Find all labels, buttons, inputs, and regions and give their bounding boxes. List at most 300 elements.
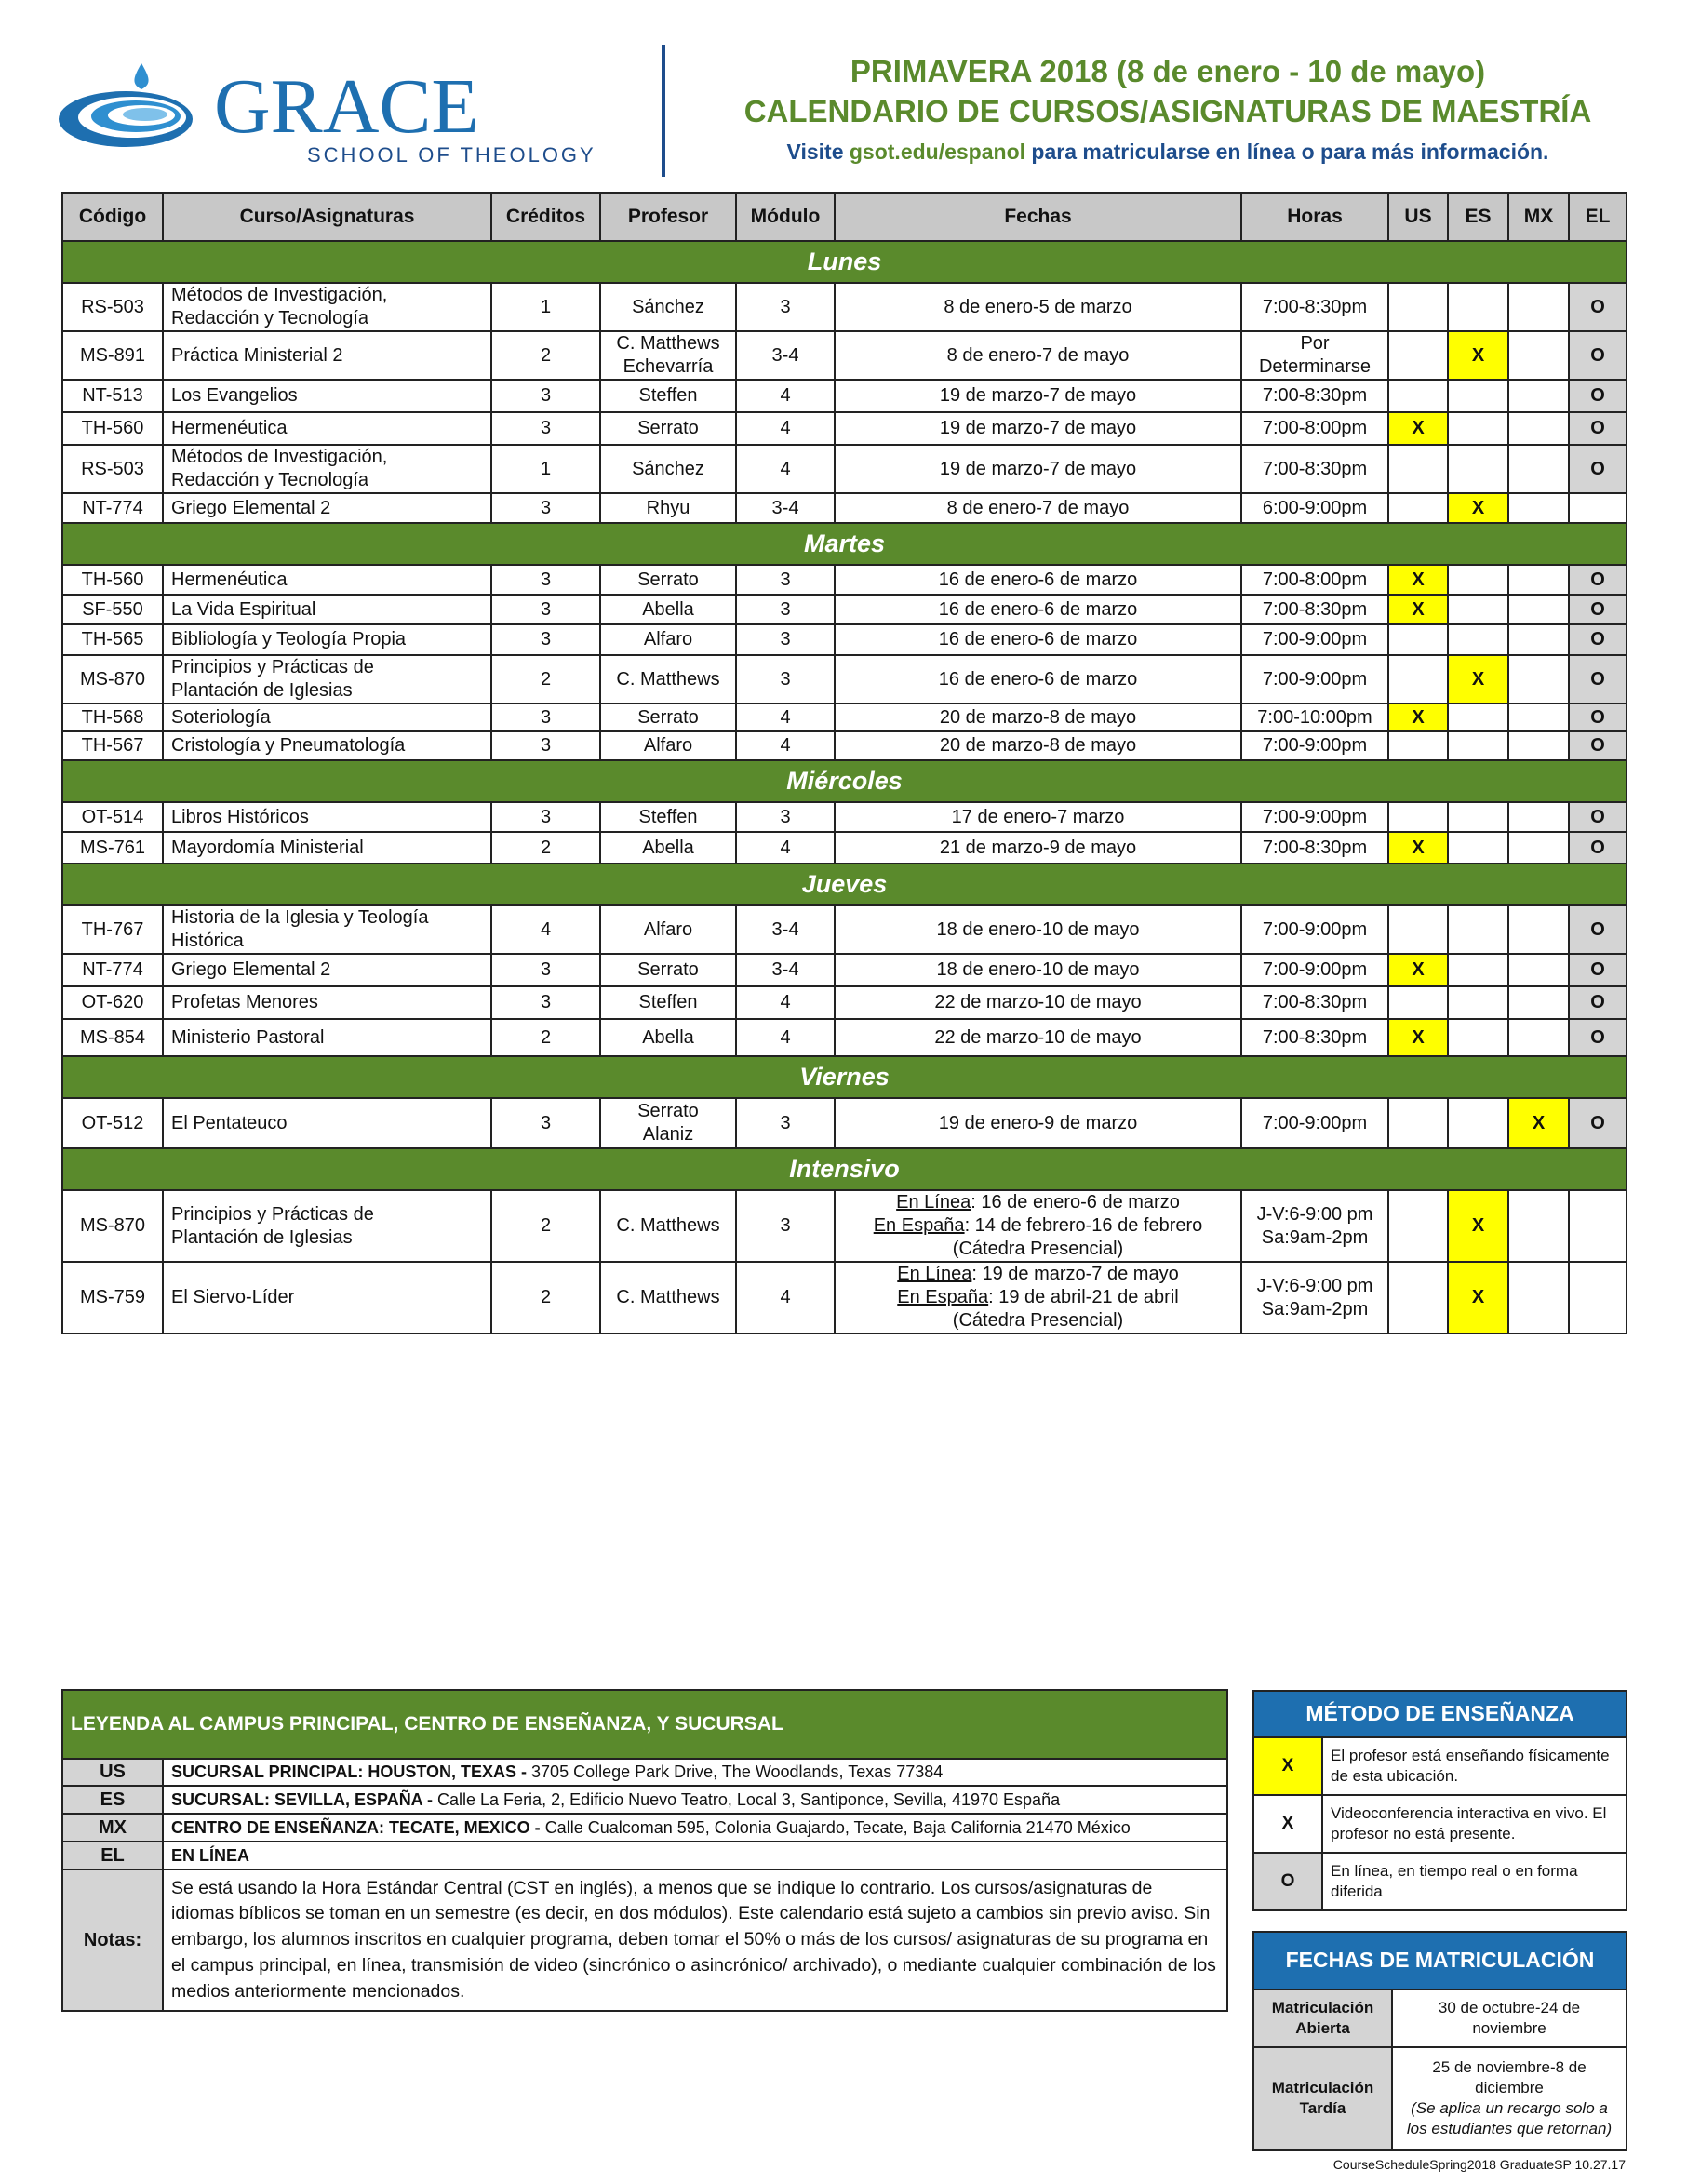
course-module: 3-4: [736, 905, 835, 954]
table-row: [62, 1190, 1627, 1262]
col-header: Créditos: [491, 193, 600, 241]
table-row: [62, 445, 1627, 493]
course-code: MS-870: [62, 1190, 163, 1262]
course-credits: 3: [491, 731, 600, 760]
course-credits: 3: [491, 986, 600, 1019]
course-credits: 4: [491, 905, 600, 954]
logo-word: GRACE: [214, 63, 479, 150]
course-credits: 3: [491, 565, 600, 595]
table-row: [62, 655, 1627, 703]
campus-el-mark: O: [1569, 802, 1627, 832]
course-credits: 3: [491, 703, 600, 731]
table-row: [62, 986, 1627, 1019]
course-code: OT-512: [62, 1098, 163, 1148]
course-name: Principios y Prácticas de Plantación de Iglesias: [163, 655, 491, 703]
course-credits: 2: [491, 331, 600, 380]
course-professor: C. Matthews Echevarría: [600, 331, 736, 380]
campus-us-mark: X: [1388, 565, 1448, 595]
course-name: El Siervo-Líder: [163, 1262, 491, 1333]
course-professor: Serrato: [600, 703, 736, 731]
campus-el-mark: O: [1569, 412, 1627, 445]
campus-mx-mark: [1508, 731, 1569, 760]
course-module: 4: [736, 731, 835, 760]
legend-code: US: [62, 1759, 163, 1786]
course-hours: J-V:6-9:00 pm Sa:9am-2pm: [1241, 1262, 1388, 1333]
course-module: 4: [736, 703, 835, 731]
course-professor: C. Matthews: [600, 1262, 736, 1333]
course-name: La Vida Espiritual: [163, 595, 491, 624]
footer-code: CourseScheduleSpring2018 GraduateSP 10.27.17: [1332, 2157, 1626, 2172]
campus-mx-mark: [1508, 832, 1569, 864]
page-header: [0, 0, 1687, 186]
campus-es-mark: [1448, 986, 1508, 1019]
legend-campus-name: CENTRO DE ENSEÑANZA: TECATE, MEXICO -: [171, 1817, 545, 1837]
course-name: Práctica Ministerial 2: [163, 331, 491, 380]
campus-es-mark: [1448, 954, 1508, 986]
course-module: 3: [736, 283, 835, 331]
col-header: ES: [1448, 193, 1508, 241]
day-label: Viernes: [62, 1056, 1627, 1098]
course-name: Hermenéutica: [163, 412, 491, 445]
campus-el-mark: [1569, 1262, 1627, 1333]
enroll-table: [1252, 1931, 1627, 2151]
table-row: [62, 1019, 1627, 1056]
legend-code: EL: [62, 1842, 163, 1869]
enroll-note: (Se aplica un recargo solo a los estudiantes que retornan): [1406, 2099, 1613, 2138]
course-module: 4: [736, 445, 835, 493]
notes-text: Se está usando la Hora Estándar Central (CST en inglés), a menos que se indique lo contrario. Los cursos/asignaturas de idiomas bíblicos se toman en un semestre (es decir, en dos módulos). Este calendario está sujeto a cambios sin previo aviso. Sin embargo, los alumnos inscritos en cualquier programa, deben tomar el 50% o más de los cursos/ asignaturas de su programa en el campus principal, en línea, transmisión de video (sincrónico o asincrónico/ archivado), o mediante cualquier combinación de los medios anteriormente mencionados.: [163, 1869, 1227, 2011]
campus-mx-mark: [1508, 331, 1569, 380]
course-dates: 8 de enero-5 de marzo: [835, 283, 1241, 331]
course-name: Los Evangelios: [163, 380, 491, 412]
course-dates: 16 de enero-6 de marzo: [835, 655, 1241, 703]
legend-address: 3705 College Park Drive, The Woodlands, Texas 77384: [531, 1762, 944, 1781]
dates-range: (Cátedra Presencial): [952, 1310, 1124, 1331]
method-symbol: X: [1253, 1795, 1322, 1853]
enroll-dates: 30 de octubre-24 de noviembre: [1438, 1998, 1581, 2037]
campus-el-mark: O: [1569, 655, 1627, 703]
campus-es-mark: X: [1448, 655, 1508, 703]
visit-link[interactable]: gsot.edu/espanol: [849, 140, 1026, 164]
campus-el-mark: [1569, 1190, 1627, 1262]
course-dates: [835, 1190, 1241, 1262]
col-header: Horas: [1241, 193, 1388, 241]
table-row: [62, 832, 1627, 864]
course-name: Cristología y Pneumatología: [163, 731, 491, 760]
campus-es-mark: [1448, 412, 1508, 445]
legend-address: Calle La Feria, 2, Edificio Nuevo Teatro, Local 3, Santiponce, Sevilla, 41970 España: [437, 1789, 1061, 1809]
course-name: Métodos de Investigación, Redacción y Tecnología: [163, 445, 491, 493]
col-header: Módulo: [736, 193, 835, 241]
campus-es-mark: [1448, 1098, 1508, 1148]
course-code: TH-560: [62, 412, 163, 445]
day-label: Martes: [62, 523, 1627, 565]
campus-el-mark: O: [1569, 380, 1627, 412]
course-dates: 16 de enero-6 de marzo: [835, 624, 1241, 655]
enroll-label: Matriculación Tardía: [1253, 2047, 1392, 2150]
method-row: [1253, 1853, 1627, 1910]
campus-mx-mark: [1508, 380, 1569, 412]
course-credits: 2: [491, 655, 600, 703]
course-code: MS-854: [62, 1019, 163, 1056]
course-module: 3-4: [736, 493, 835, 523]
course-code: NT-774: [62, 493, 163, 523]
campus-us-mark: [1388, 986, 1448, 1019]
campus-us-mark: [1388, 493, 1448, 523]
campus-us-mark: [1388, 731, 1448, 760]
course-professor: Abella: [600, 595, 736, 624]
course-code: TH-767: [62, 905, 163, 954]
dates-line: [839, 1214, 1237, 1238]
table-row: [62, 624, 1627, 655]
course-credits: 2: [491, 1262, 600, 1333]
course-code: RS-503: [62, 445, 163, 493]
course-code: MS-870: [62, 655, 163, 703]
table-row: [62, 283, 1627, 331]
dates-line: [839, 1238, 1237, 1261]
campus-el-mark: O: [1569, 731, 1627, 760]
schedule-header-row: [62, 193, 1627, 241]
title-line1: PRIMAVERA 2018 (8 de enero - 10 de mayo): [850, 54, 1486, 88]
campus-el-mark: O: [1569, 283, 1627, 331]
course-name: Mayordomía Ministerial: [163, 832, 491, 864]
course-credits: 3: [491, 624, 600, 655]
campus-es-mark: X: [1448, 493, 1508, 523]
course-hours: 7:00-9:00pm: [1241, 954, 1388, 986]
course-dates: 22 de marzo-10 de mayo: [835, 986, 1241, 1019]
col-header: EL: [1569, 193, 1627, 241]
header-divider: [662, 45, 665, 177]
dates-location: En Línea: [896, 1192, 971, 1213]
title-line2: CALENDARIO DE CURSOS/ASIGNATURAS DE MAESTRÍA: [743, 94, 1592, 128]
campus-es-mark: [1448, 731, 1508, 760]
campus-es-mark: [1448, 283, 1508, 331]
course-dates: 22 de marzo-10 de mayo: [835, 1019, 1241, 1056]
day-label: Intensivo: [62, 1148, 1627, 1190]
dates-line: [839, 1191, 1237, 1214]
course-dates: 20 de marzo-8 de mayo: [835, 731, 1241, 760]
course-module: 3-4: [736, 331, 835, 380]
course-credits: 2: [491, 1019, 600, 1056]
course-module: 4: [736, 1262, 835, 1333]
day-label: Miércoles: [62, 760, 1627, 802]
course-hours: 7:00-8:30pm: [1241, 380, 1388, 412]
campus-mx-mark: [1508, 954, 1569, 986]
course-code: RS-503: [62, 283, 163, 331]
course-hours: 7:00-8:30pm: [1241, 986, 1388, 1019]
legend-row: [62, 1842, 1227, 1869]
table-row: [62, 565, 1627, 595]
course-credits: 1: [491, 283, 600, 331]
course-hours: 7:00-9:00pm: [1241, 731, 1388, 760]
campus-el-mark: O: [1569, 445, 1627, 493]
table-row: [62, 731, 1627, 760]
table-row: [62, 412, 1627, 445]
course-dates: 21 de marzo-9 de mayo: [835, 832, 1241, 864]
method-table: [1252, 1690, 1627, 1911]
legend-campus-name: SUCURSAL: SEVILLA, ESPAÑA -: [171, 1789, 438, 1809]
legend-row: [62, 1786, 1227, 1814]
course-module: 3: [736, 655, 835, 703]
course-professor: Sánchez: [600, 283, 736, 331]
table-row: [62, 493, 1627, 523]
course-hours: 6:00-9:00pm: [1241, 493, 1388, 523]
grace-logo: [56, 56, 633, 177]
col-header: Código: [62, 193, 163, 241]
enroll-value: [1392, 2047, 1627, 2150]
course-professor: Abella: [600, 1019, 736, 1056]
course-name: El Pentateuco: [163, 1098, 491, 1148]
campus-el-mark: O: [1569, 565, 1627, 595]
course-code: MS-761: [62, 832, 163, 864]
dates-location: En Línea: [897, 1264, 972, 1284]
campus-mx-mark: X: [1508, 1098, 1569, 1148]
campus-mx-mark: [1508, 986, 1569, 1019]
course-code: MS-759: [62, 1262, 163, 1333]
course-dates: 16 de enero-6 de marzo: [835, 595, 1241, 624]
table-row: [62, 905, 1627, 954]
campus-es-mark: [1448, 832, 1508, 864]
campus-el-mark: O: [1569, 832, 1627, 864]
legend-table: [61, 1689, 1228, 2012]
enroll-row: [1253, 2047, 1627, 2150]
course-credits: 2: [491, 1190, 600, 1262]
course-dates: 18 de enero-10 de mayo: [835, 954, 1241, 986]
campus-us-mark: [1388, 283, 1448, 331]
legend-desc: [163, 1842, 1227, 1869]
course-name: Hermenéutica: [163, 565, 491, 595]
enroll-title: FECHAS DE MATRICULACIÓN: [1253, 1932, 1627, 1990]
course-module: 4: [736, 380, 835, 412]
campus-es-mark: [1448, 565, 1508, 595]
course-credits: 3: [491, 412, 600, 445]
table-row: [62, 802, 1627, 832]
campus-mx-mark: [1508, 802, 1569, 832]
course-dates: 20 de marzo-8 de mayo: [835, 703, 1241, 731]
course-hours: 7:00-8:30pm: [1241, 832, 1388, 864]
day-label: Lunes: [62, 241, 1627, 283]
method-symbol: O: [1253, 1853, 1322, 1910]
course-dates: 19 de marzo-7 de mayo: [835, 445, 1241, 493]
course-hours: 7:00-9:00pm: [1241, 624, 1388, 655]
course-hours: 7:00-8:30pm: [1241, 595, 1388, 624]
course-hours: 7:00-9:00pm: [1241, 655, 1388, 703]
course-dates: [835, 1262, 1241, 1333]
method-desc: En línea, en tiempo real o en forma diferida: [1322, 1853, 1627, 1910]
day-row: [62, 760, 1627, 802]
course-credits: 3: [491, 595, 600, 624]
course-module: 4: [736, 412, 835, 445]
course-hours: 7:00-8:00pm: [1241, 412, 1388, 445]
campus-mx-mark: [1508, 283, 1569, 331]
legend-notes-row: [62, 1869, 1227, 2011]
course-professor: C. Matthews: [600, 1190, 736, 1262]
method-desc: El profesor está enseñando físicamente de esta ubicación.: [1322, 1737, 1627, 1795]
enroll-row: [1253, 1990, 1627, 2047]
course-professor: Rhyu: [600, 493, 736, 523]
course-hours: 7:00-8:30pm: [1241, 283, 1388, 331]
campus-es-mark: [1448, 445, 1508, 493]
campus-el-mark: O: [1569, 1098, 1627, 1148]
course-name: Soteriología: [163, 703, 491, 731]
table-row: [62, 703, 1627, 731]
legend-code: MX: [62, 1814, 163, 1842]
campus-us-mark: X: [1388, 703, 1448, 731]
campus-us-mark: [1388, 905, 1448, 954]
course-code: OT-514: [62, 802, 163, 832]
course-code: MS-891: [62, 331, 163, 380]
campus-us-mark: X: [1388, 595, 1448, 624]
col-header: US: [1388, 193, 1448, 241]
legend-desc: [163, 1786, 1227, 1814]
course-code: TH-568: [62, 703, 163, 731]
legend-code: ES: [62, 1786, 163, 1814]
dates-range: (Cátedra Presencial): [952, 1239, 1124, 1259]
campus-el-mark: O: [1569, 986, 1627, 1019]
table-row: [62, 331, 1627, 380]
campus-es-mark: X: [1448, 331, 1508, 380]
col-header: Fechas: [835, 193, 1241, 241]
course-module: 3: [736, 565, 835, 595]
course-hours: 7:00-8:00pm: [1241, 565, 1388, 595]
campus-mx-mark: [1508, 905, 1569, 954]
campus-es-mark: [1448, 624, 1508, 655]
course-professor: Serrato: [600, 412, 736, 445]
course-dates: 19 de enero-9 de marzo: [835, 1098, 1241, 1148]
campus-us-mark: [1388, 655, 1448, 703]
campus-es-mark: [1448, 703, 1508, 731]
course-professor: Serrato: [600, 954, 736, 986]
course-professor: Alfaro: [600, 624, 736, 655]
campus-mx-mark: [1508, 1262, 1569, 1333]
day-row: [62, 864, 1627, 905]
notes-label: Notas:: [62, 1869, 163, 2011]
dates-range: : 19 de marzo-7 de mayo: [971, 1264, 1179, 1284]
enroll-value: [1392, 1990, 1627, 2047]
course-name: Historia de la Iglesia y Teología Histórica: [163, 905, 491, 954]
legend-desc: [163, 1759, 1227, 1786]
course-professor: Alfaro: [600, 731, 736, 760]
course-credits: 3: [491, 493, 600, 523]
course-module: 4: [736, 1019, 835, 1056]
campus-es-mark: [1448, 905, 1508, 954]
campus-us-mark: [1388, 802, 1448, 832]
method-title: MÉTODO DE ENSEÑANZA: [1253, 1691, 1627, 1737]
course-module: 3: [736, 1098, 835, 1148]
course-credits: 2: [491, 832, 600, 864]
campus-el-mark: O: [1569, 1019, 1627, 1056]
course-code: TH-565: [62, 624, 163, 655]
campus-mx-mark: [1508, 565, 1569, 595]
campus-el-mark: [1569, 493, 1627, 523]
course-dates: 17 de enero-7 marzo: [835, 802, 1241, 832]
course-hours: J-V:6-9:00 pm Sa:9am-2pm: [1241, 1190, 1388, 1262]
course-professor: Sánchez: [600, 445, 736, 493]
course-professor: Steffen: [600, 802, 736, 832]
campus-us-mark: X: [1388, 1019, 1448, 1056]
table-row: [62, 595, 1627, 624]
course-credits: 3: [491, 380, 600, 412]
legend-title: LEYENDA AL CAMPUS PRINCIPAL, CENTRO DE ENSEÑANZA, Y SUCURSAL: [62, 1690, 1227, 1759]
course-professor: Steffen: [600, 380, 736, 412]
campus-el-mark: O: [1569, 703, 1627, 731]
course-dates: 8 de enero-7 de mayo: [835, 331, 1241, 380]
course-dates: 19 de marzo-7 de mayo: [835, 380, 1241, 412]
day-row: [62, 523, 1627, 565]
col-header: Profesor: [600, 193, 736, 241]
course-code: NT-513: [62, 380, 163, 412]
day-row: [62, 1056, 1627, 1098]
course-module: 3: [736, 595, 835, 624]
campus-mx-mark: [1508, 1190, 1569, 1262]
enroll-dates: 25 de noviembre-8 de diciembre: [1432, 2057, 1587, 2097]
campus-el-mark: O: [1569, 954, 1627, 986]
course-credits: 1: [491, 445, 600, 493]
course-code: TH-567: [62, 731, 163, 760]
campus-es-mark: X: [1448, 1190, 1508, 1262]
table-row: [62, 1098, 1627, 1148]
course-professor: C. Matthews: [600, 655, 736, 703]
course-module: 3: [736, 802, 835, 832]
dates-range: : 16 de enero-6 de marzo: [971, 1192, 1180, 1213]
campus-us-mark: [1388, 1190, 1448, 1262]
visit-post: para matricularse en línea o para más información.: [1025, 140, 1549, 164]
course-dates: 18 de enero-10 de mayo: [835, 905, 1241, 954]
course-module: 3-4: [736, 954, 835, 986]
campus-es-mark: X: [1448, 1262, 1508, 1333]
course-hours: 7:00-9:00pm: [1241, 905, 1388, 954]
method-symbol: X: [1253, 1737, 1322, 1795]
day-label: Jueves: [62, 864, 1627, 905]
legend-address: Calle Cualcoman 595, Colonia Guajardo, Tecate, Baja California 21470 México: [544, 1817, 1131, 1837]
dates-line: [839, 1286, 1237, 1309]
campus-el-mark: O: [1569, 624, 1627, 655]
course-hours: 7:00-8:30pm: [1241, 1019, 1388, 1056]
col-header: MX: [1508, 193, 1569, 241]
campus-mx-mark: [1508, 703, 1569, 731]
course-name: Métodos de Investigación, Redacción y Tecnología: [163, 283, 491, 331]
visit-pre: Visite: [786, 140, 850, 164]
course-credits: 3: [491, 1098, 600, 1148]
campus-mx-mark: [1508, 595, 1569, 624]
dates-range: : 19 de abril-21 de abril: [988, 1287, 1179, 1307]
legend-row: [62, 1759, 1227, 1786]
method-desc: Videoconferencia interactiva en vivo. El profesor no está presente.: [1322, 1795, 1627, 1853]
course-name: Griego Elemental 2: [163, 493, 491, 523]
method-row: [1253, 1737, 1627, 1795]
course-module: 3: [736, 624, 835, 655]
course-credits: 3: [491, 802, 600, 832]
course-name: Ministerio Pastoral: [163, 1019, 491, 1056]
course-code: TH-560: [62, 565, 163, 595]
course-name: Profetas Menores: [163, 986, 491, 1019]
course-name: Libros Históricos: [163, 802, 491, 832]
legend-campus-name: EN LÍNEA: [171, 1845, 250, 1865]
dates-location: En España: [897, 1287, 989, 1307]
course-hours: 7:00-8:30pm: [1241, 445, 1388, 493]
campus-us-mark: X: [1388, 832, 1448, 864]
schedule-table: [61, 192, 1627, 1334]
dates-line: [839, 1309, 1237, 1333]
course-hours: Por Determinarse: [1241, 331, 1388, 380]
course-dates: 16 de enero-6 de marzo: [835, 565, 1241, 595]
course-code: SF-550: [62, 595, 163, 624]
enroll-label: Matriculación Abierta: [1253, 1990, 1392, 2047]
dates-location: En España: [873, 1215, 965, 1236]
course-code: OT-620: [62, 986, 163, 1019]
campus-mx-mark: [1508, 655, 1569, 703]
campus-el-mark: O: [1569, 331, 1627, 380]
